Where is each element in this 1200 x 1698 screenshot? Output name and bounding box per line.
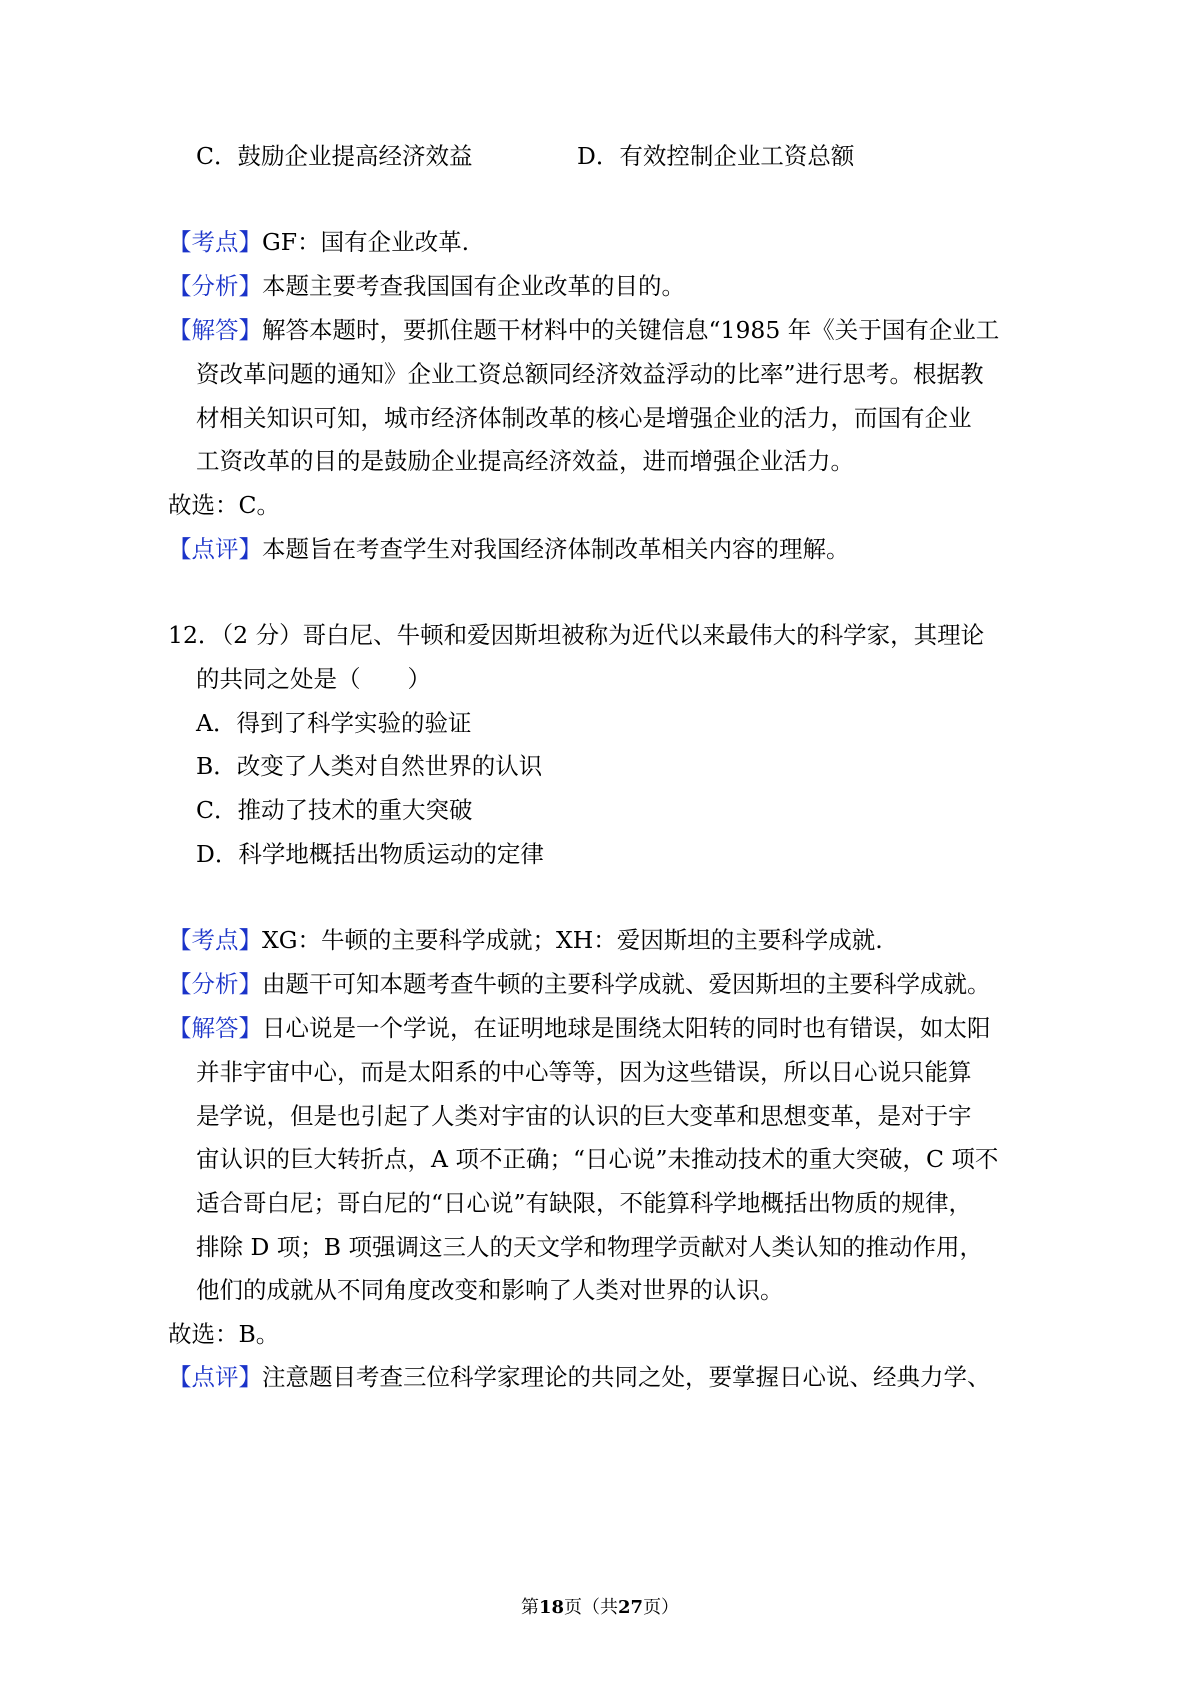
q12-jieda-line: 排除 D 项；B 项强调这三人的天文学和物理学贡献对人类认知的推动作用， — [196, 1233, 984, 1261]
page-footer — [0, 1596, 1200, 1620]
q12-option-c: C．推动了技术的重大突破 — [196, 796, 473, 824]
jieda-line: 日心说是一个学说，在证明地球是围绕太阳转的同时也有错误，如太阳 — [262, 1014, 991, 1042]
q12-dianping — [168, 1362, 991, 1392]
q11-jieda — [168, 315, 999, 345]
q12-jieda-line: 适合哥白尼；哥白尼的“日心说”有缺限，不能算科学地概括出物质的规律， — [196, 1189, 973, 1217]
fenxi-text: 本题主要考查我国国有企业改革的目的。 — [262, 272, 685, 300]
q11-answer: 故选：C。 — [168, 491, 280, 519]
q12-fenxi — [168, 969, 991, 999]
q12-answer: 故选：B。 — [168, 1320, 280, 1348]
jieda-tag: 【解答】 — [168, 1014, 262, 1042]
q12-option-b: B．改变了人类对自然世界的认识 — [196, 752, 543, 780]
q11-fenxi — [168, 271, 685, 301]
q11-jieda-line: 材相关知识可知，城市经济体制改革的核心是增强企业的活力，而国有企业 — [196, 404, 972, 432]
dianping-tag: 【点评】 — [168, 1363, 262, 1391]
jieda-tag: 【解答】 — [168, 316, 262, 344]
q11-option-c: C．鼓励企业提高经济效益 — [196, 142, 473, 170]
fenxi-text: 由题干可知本题考查牛顿的主要科学成就、爱因斯坦的主要科学成就。 — [262, 970, 991, 998]
kaodian-text: XG：牛顿的主要科学成就；XH：爱因斯坦的主要科学成就. — [262, 926, 883, 954]
q11-jieda-line: 工资改革的目的是鼓励企业提高经济效益，进而增强企业活力。 — [196, 447, 854, 475]
q12-option-a: A．得到了科学实验的验证 — [196, 709, 472, 737]
q12-kaodian — [168, 925, 883, 955]
fenxi-tag: 【分析】 — [168, 272, 262, 300]
kaodian-tag: 【考点】 — [168, 228, 262, 256]
footer-total-pages: 27 — [618, 1597, 644, 1618]
kaodian-tag: 【考点】 — [168, 926, 262, 954]
q11-dianping — [168, 534, 850, 564]
q12-stem: 12．（2 分）哥白尼、牛顿和爱因斯坦被称为近代以来最伟大的科学家，其理论 — [168, 621, 985, 649]
q11-option-d: D．有效控制企业工资总额 — [577, 142, 855, 170]
q12-jieda-line: 是学说，但是也引起了人类对宇宙的认识的巨大变革和思想变革，是对于宇 — [196, 1102, 972, 1130]
dianping-tag: 【点评】 — [168, 535, 262, 563]
q11-jieda-line: 资改革问题的通知》企业工资总额同经济效益浮动的比率”进行思考。根据教 — [196, 360, 984, 388]
dianping-text: 本题旨在考查学生对我国经济体制改革相关内容的理解。 — [262, 535, 850, 563]
footer-suffix: 页） — [643, 1597, 680, 1618]
q12-stem: 的共同之处是（ ） — [196, 665, 431, 693]
kaodian-text: GF：国有企业改革. — [262, 228, 470, 256]
fenxi-tag: 【分析】 — [168, 970, 262, 998]
footer-page-number: 18 — [538, 1597, 564, 1618]
jieda-line: 解答本题时，要抓住题干材料中的关键信息“1985 年《关于国有企业工 — [262, 316, 1000, 344]
q12-jieda — [168, 1013, 991, 1043]
footer-prefix: 第 — [520, 1597, 539, 1618]
q12-jieda-line: 他们的成就从不同角度改变和影响了人类对世界的认识。 — [196, 1276, 784, 1304]
q12-jieda-line: 并非宇宙中心，而是太阳系的中心等等，因为这些错误，所以日心说只能算 — [196, 1058, 972, 1086]
q12-option-d: D．科学地概括出物质运动的定律 — [196, 840, 544, 868]
q11-kaodian — [168, 227, 469, 257]
q12-jieda-line: 宙认识的巨大转折点，A 项不正确；“日心说”未推动技术的重大突破，C 项不 — [196, 1145, 999, 1173]
dianping-text: 注意题目考查三位科学家理论的共同之处，要掌握日心说、经典力学、 — [262, 1363, 991, 1391]
footer-middle: 页（共 — [564, 1597, 618, 1618]
